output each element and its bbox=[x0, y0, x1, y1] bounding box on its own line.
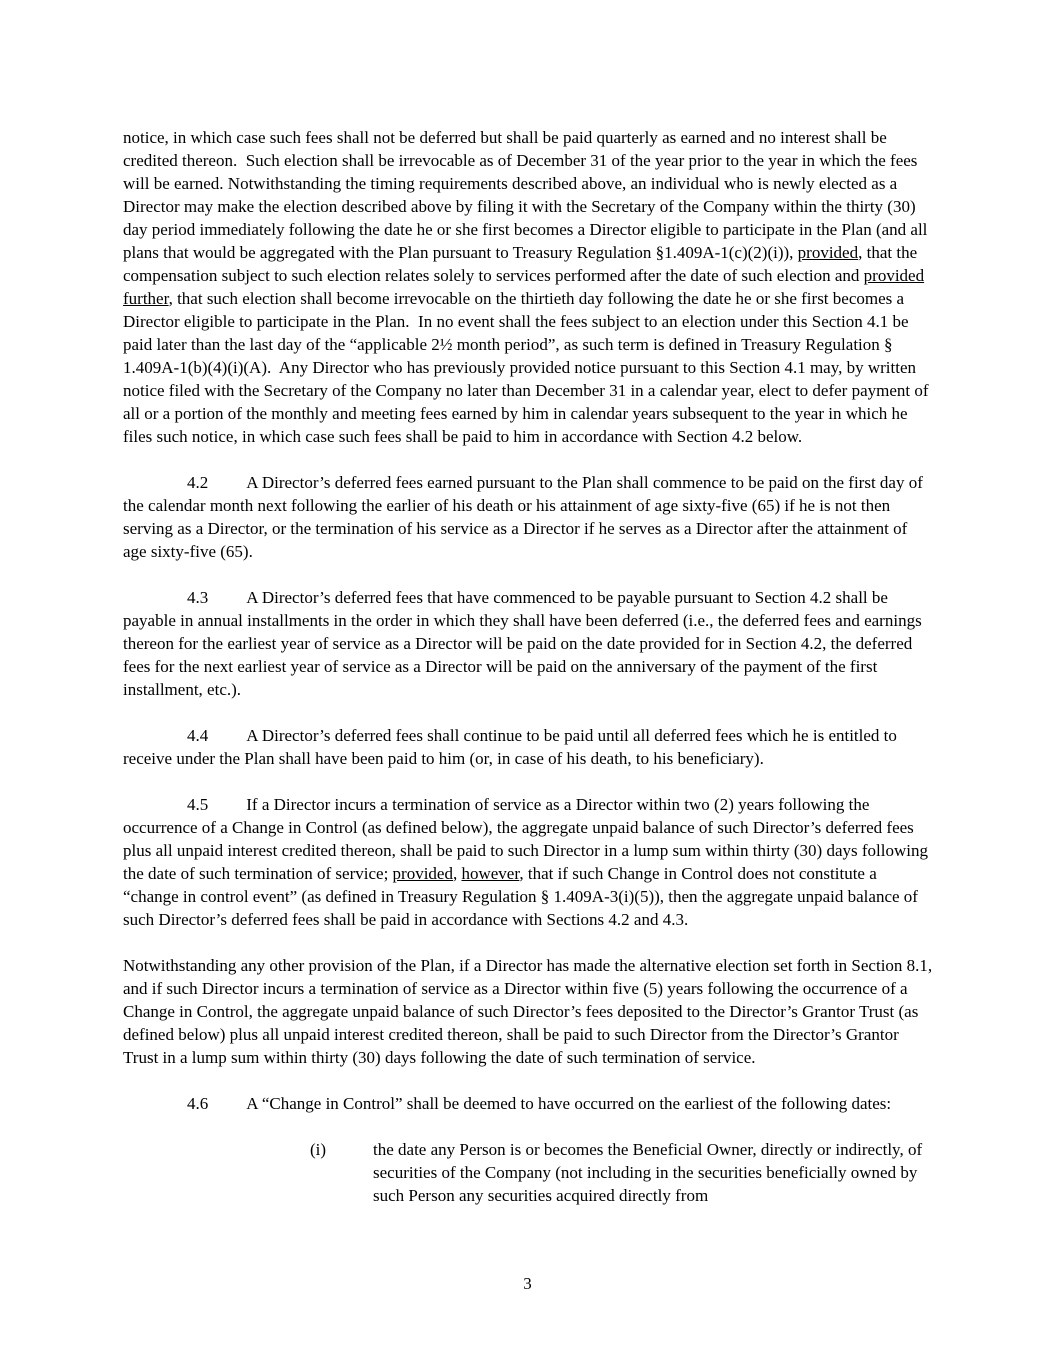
underlined-text: provided bbox=[392, 864, 453, 883]
text-run: A Director’s deferred fees earned pursuant to the Plan shall commence to be paid on the first day of the calendar month next following the earlier of his death or his attainment of age sixty-five (65) if he is not then serving as a Director, or the termination of his service as a Director if he serves as a Director after the attainment of age sixty-five (65). bbox=[123, 473, 928, 561]
paragraph-4-2 bbox=[123, 471, 933, 563]
underlined-text: further bbox=[123, 289, 169, 308]
text-run: A Director’s deferred fees shall continue to be paid until all deferred fees which he is entitled to receive under the Plan shall have been paid to him (or, in case of his death, to his beneficiary). bbox=[123, 726, 902, 768]
text-run: the date any Person is or becomes the Beneficial Owner, directly or indirectly, of securities of the Company (not including in the securities beneficially owned by such Person any securities acquired directly from bbox=[373, 1140, 927, 1205]
text-run: 4.3 bbox=[187, 588, 209, 607]
text-run: Notwithstanding any other provision of the Plan, if a Director has made the alternative election set forth in Section 8.1, and if such Director incurs a termination of service as a Director within five (5) years following the occurrence of a Change in Control, the aggregate unpaid balance of such Director’s fees deposited to the Director’s Grantor Trust (as defined below) plus all unpaid interest credited thereon, shall be paid to such Director from the Director’s Grantor Trust in a lump sum within thirty (30) days following the date of such termination of service. bbox=[123, 956, 937, 1067]
text-run: If a Director incurs a termination of service as a Director within two (2) years following the occurrence of a Change in Control (as defined below), the aggregate unpaid balance of such Director’s deferred fees plus all unpaid interest credited thereon, shall be paid to such Director in a lump sum within thirty (30) days following the date of such termination of service; bbox=[123, 795, 933, 883]
document-body bbox=[123, 126, 937, 1230]
underlined-text: provided bbox=[863, 266, 925, 285]
text-run: 4.5 bbox=[187, 795, 209, 814]
text-run: 4.4 bbox=[187, 726, 209, 745]
list-item-text bbox=[373, 1138, 933, 1207]
text-run: 4.2 bbox=[187, 473, 209, 492]
list-item-marker: (i) bbox=[310, 1140, 327, 1159]
text-run: A “Change in Control” shall be deemed to have occurred on the earliest of the following dates: bbox=[246, 1094, 892, 1113]
text-run: 4.6 bbox=[187, 1094, 209, 1113]
paragraph-4-3 bbox=[123, 586, 933, 701]
paragraph-4-5 bbox=[123, 793, 933, 931]
text-run: A Director’s deferred fees that have commenced to be payable pursuant to Section 4.2 shall be payable in annual installments in the order in which they shall have been deferred (i.e., the deferred fees and earnings thereon for the earliest year of service as a Director will be paid on the date provided for in Section 4.2, the deferred fees for the next earliest year of service as a Director will be paid on the anniversary of the payment of the first installment, etc.). bbox=[123, 588, 926, 699]
text-run: notice, in which case such fees shall not be deferred but shall be paid quarterly as earned and no interest shall be credited thereon. Such election shall be irrevocable as of December 31 of the year prior to the year in which the fees will be earned. Notwithstanding the timing requirements described above, an individual who is newly elected as a Director may make the election described above by filing it with the Secretary of the Company within the thirty (30) day period immediately following the date he or she first becomes a Director eligible to participate in the Plan (and all plans that would be aggregated with the Plan pursuant to Treasury Regulation §1.409A-1(c)(2)(i)), bbox=[123, 128, 932, 262]
text-run: , that such election shall become irrevocable on the thirtieth day following the date he or she first becomes a Director eligible to participate in the Plan. In no event shall the fees subject to an election under this Section 4.1 be paid later than the last day of the “applicable 2½ month period”, as such term is defined in Treasury Regulation § 1.409A-1(b)(4)(i)(A). Any Director who has previously provided notice pursuant to this Section 4.1 may, by written notice filed with the Secretary of the Company no later than December 31 in a calendar year, elect to defer payment of all or a portion of the monthly and meeting fees earned by him in calendar years subsequent to the year in which he files such notice, in which case such fees shall be paid to him in accordance with Section 4.2 below. bbox=[123, 289, 933, 446]
list-item-i bbox=[123, 1138, 933, 1207]
paragraph-4-6 bbox=[123, 1092, 933, 1115]
underlined-text: provided bbox=[797, 243, 859, 262]
text-run: , that the compensation subject to such election relates solely to services performed after the date of such election and bbox=[123, 243, 922, 285]
paragraph-notwithstanding bbox=[123, 954, 937, 1069]
paragraph-4-1-continued bbox=[123, 126, 933, 448]
underlined-text: however bbox=[461, 864, 520, 883]
text-run: , that if such Change in Control does not constitute a “change in control event” (as defined in Treasury Regulation § 1.409A-3(i)(5)), then the aggregate unpaid balance of such Director’s deferred fees shall be paid in accordance with Sections 4.2 and 4.3. bbox=[123, 864, 923, 929]
text-run: , bbox=[452, 864, 462, 883]
page-number: 3 bbox=[523, 1274, 532, 1293]
paragraph-4-4 bbox=[123, 724, 933, 770]
text-run bbox=[924, 266, 928, 285]
